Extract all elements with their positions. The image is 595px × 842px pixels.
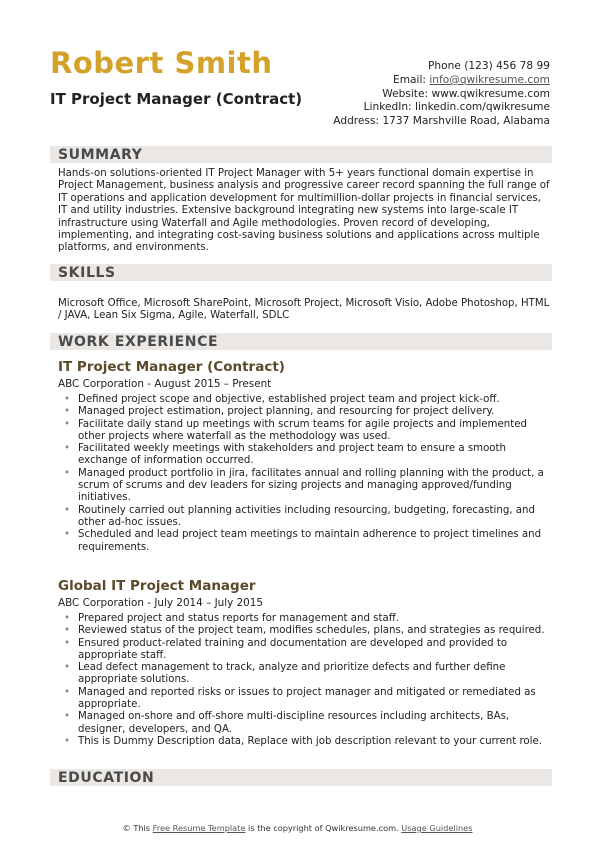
experience-heading: WORK EXPERIENCE bbox=[58, 334, 219, 350]
linkedin-link[interactable]: linkedin.com/qwikresume bbox=[415, 101, 550, 114]
list-item: • Lead defect management to track, analyze and prioritize defects and further define appropriate solutions. bbox=[62, 662, 550, 687]
summary-text: Hands-on solutions-oriented IT Project Manager with 5+ years functional domain expertise in Project Management, business analysis and progressive career record spanning the full range of IT operations and application development for multimillion-dollar projects in financial services, IT and utility industries. Extensive background integrating new systems into large-scale IT infrastructure using Waterfall and Agile methodologies. Proven record of developing, implementing, and integrating cost-saving business solutions and applications across multiple platforms, and environments. bbox=[58, 168, 550, 254]
candidate-name: Robert Smith bbox=[50, 46, 273, 80]
job-title: IT Project Manager (Contract) bbox=[58, 359, 285, 375]
education-heading: EDUCATION bbox=[58, 770, 155, 786]
free-resume-template-link[interactable]: Free Resume Template bbox=[152, 823, 246, 833]
contact-block bbox=[333, 60, 550, 129]
job-title: Global IT Project Manager bbox=[58, 578, 256, 594]
job-bullets bbox=[62, 394, 550, 554]
contact-linkedin: LinkedIn: linkedin.com/qwikresume bbox=[363, 101, 550, 114]
list-item: • Managed product portfolio in jira, facilitates annual and rolling planning with the product, a scrum of scrums and dev leaders for sizing projects and managing approved/funding initiatives. bbox=[62, 468, 550, 505]
list-item: • Scheduled and lead project team meetings to maintain adherence to project timelines and requirements. bbox=[62, 529, 550, 554]
contact-address: Address: 1737 Marshville Road, Alabama bbox=[333, 115, 550, 128]
footer: © This Free Resume Template is the copyright of Qwikresume.com. Usage Guidelines bbox=[122, 823, 473, 833]
list-item: • Managed project estimation, project planning, and resourcing for project delivery. bbox=[62, 406, 550, 418]
contact-website: Website: www.qwikresume.com bbox=[382, 87, 550, 100]
list-item: • Managed and reported risks or issues to project manager and mitigated or remediated as appropriate. bbox=[62, 687, 550, 712]
usage-guidelines-link[interactable]: Usage Guidelines bbox=[401, 823, 473, 833]
list-item: • Defined project scope and objective, established project team and project kick-off. bbox=[62, 394, 550, 406]
list-item: • Managed on-shore and off-shore multi-discipline resources including architects, BAs, designer, developers, and QA. bbox=[62, 711, 550, 736]
summary-heading: SUMMARY bbox=[58, 147, 143, 163]
experience-header bbox=[50, 333, 552, 350]
list-item: • Prepared project and status reports for management and staff. bbox=[62, 613, 550, 625]
skills-heading: SKILLS bbox=[58, 265, 116, 281]
job-meta: ABC Corporation - July 2014 – July 2015 bbox=[58, 597, 264, 609]
list-item: • Ensured product-related training and documentation are developed and provided to appropriate staff. bbox=[62, 638, 550, 663]
job-bullets bbox=[62, 613, 550, 748]
contact-phone: Phone (123) 456 78 99 bbox=[428, 60, 550, 72]
summary-header bbox=[50, 146, 552, 163]
list-item: • Reviewed status of the project team, modifies schedules, plans, and strategies as required. bbox=[62, 625, 550, 637]
education-header bbox=[50, 769, 552, 786]
list-item: • Facilitated weekly meetings with stakeholders and project team to ensure a smooth exchange of information occurred. bbox=[62, 443, 550, 468]
website-link[interactable]: www.qwikresume.com bbox=[431, 87, 550, 100]
skills-header bbox=[50, 264, 552, 281]
list-item: • Routinely carried out planning activities including resourcing, budgeting, forecasting, and other ad-hoc issues. bbox=[62, 505, 550, 530]
email-link[interactable]: info@qwikresume.com bbox=[429, 73, 550, 86]
contact-email: Email: info@qwikresume.com bbox=[393, 73, 550, 86]
list-item: • This is Dummy Description data, Replace with job description relevant to your current role. bbox=[62, 736, 550, 748]
skills-text: Microsoft Office, Microsoft SharePoint, Microsoft Project, Microsoft Visio, Adobe Photoshop, HTML / JAVA, Lean Six Sigma, Agile, Waterfall, SDLC bbox=[58, 298, 550, 322]
job-meta: ABC Corporation - August 2015 – Present bbox=[58, 378, 272, 390]
candidate-title: IT Project Manager (Contract) bbox=[50, 90, 303, 108]
list-item: • Facilitate daily stand up meetings with scrum teams for agile projects and implemented other projects where waterfall as the methodology was used. bbox=[62, 419, 550, 444]
